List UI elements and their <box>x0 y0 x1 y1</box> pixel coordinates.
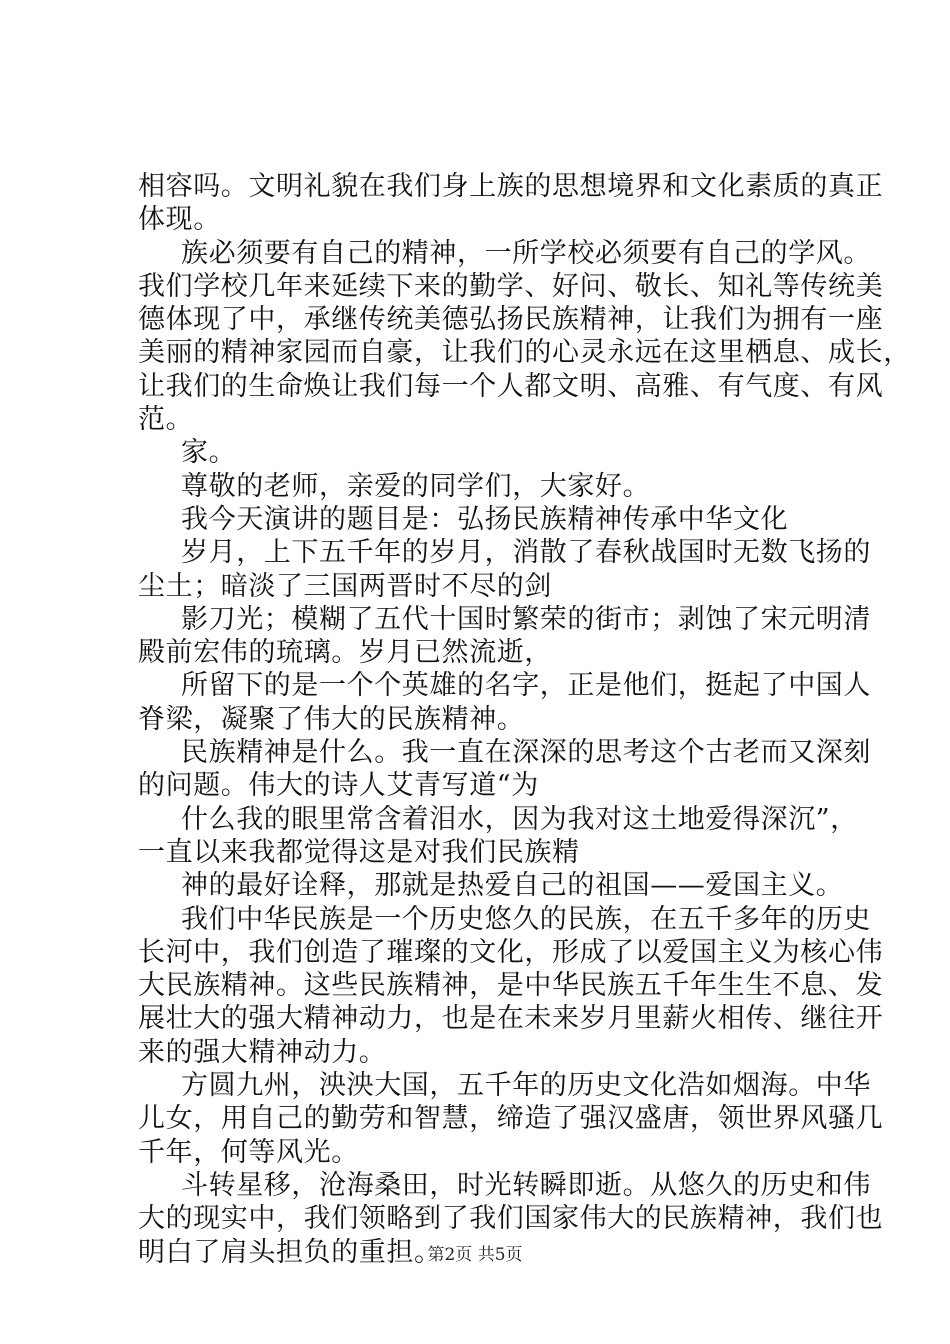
text-line: 千年，何等风光。 <box>138 1136 359 1168</box>
text-line: 大的现实中，我们领略到了我们国家伟大的民族精神，我们也 <box>138 1203 884 1235</box>
text-line: 美丽的精神家园而自豪，让我们的心灵永远在这里栖息、成长， <box>138 337 911 369</box>
text-line: 民族精神是什么。我一直在深深的思考这个古老而又深刻 <box>181 737 871 769</box>
text-line: 殿前宏伟的琉璃。岁月已然流逝， <box>138 637 552 669</box>
text-line: 让我们的生命焕让我们每一个人都文明、高雅、有气度、有风 <box>138 370 884 402</box>
text-line: 的问题。伟大的诗人艾青写道“为 <box>138 770 539 802</box>
text-line: 方圆九州，泱泱大国，五千年的历史文化浩如烟海。中华 <box>181 1070 871 1102</box>
text-line: 斗转星移，沧海桑田，时光转瞬即逝。从悠久的历史和伟 <box>181 1169 871 1201</box>
document-body <box>138 170 911 1269</box>
text-line: 体现。 <box>138 204 221 236</box>
page-footer <box>0 1244 950 1266</box>
text-line: 所留下的是一个个英雄的名字，正是他们，挺起了中国人 <box>181 670 871 702</box>
text-line: 我们中华民族是一个历史悠久的民族，在五千多年的历史 <box>181 903 871 935</box>
text-line: 来的强大精神动力。 <box>138 1036 387 1068</box>
text-line: 德体现了中，承继传统美德弘扬民族精神，让我们为拥有一座 <box>138 304 884 336</box>
text-line: 岁月，上下五千年的岁月，消散了春秋战国时无数飞扬的 <box>181 537 871 569</box>
text-line: 我们学校几年来延续下来的勤学、好问、敬长、知礼等传统美 <box>138 270 884 302</box>
text-line: 尘土；暗淡了三国两晋时不尽的剑 <box>138 570 552 602</box>
text-line: 长河中，我们创造了璀璨的文化，形成了以爱国主义为核心伟 <box>138 936 884 968</box>
text-line: 大民族精神。这些民族精神，是中华民族五千年生生不息、发 <box>138 970 884 1002</box>
text-line: 影刀光；模糊了五代十国时繁荣的街市；剥蚀了宋元明清 <box>181 603 871 635</box>
text-line: 尊敬的老师，亲爱的同学们，大家好。 <box>181 470 651 502</box>
text-line: 明白了肩头担负的重担。 <box>138 1236 442 1268</box>
text-line: 儿女，用自己的勤劳和智慧，缔造了强汉盛唐，领世界风骚几 <box>138 1103 884 1135</box>
text-line: 范。 <box>138 404 194 436</box>
text-line: 神的最好诠释，那就是热爱自己的祖国——爱国主义。 <box>181 870 844 902</box>
text-line: 什么我的眼里常含着泪水，因为我对这土地爱得深沉”， <box>181 803 858 835</box>
text-line: 族必须要有自己的精神，一所学校必须要有自己的学风。 <box>181 237 871 269</box>
text-line: 我今天演讲的题目是：弘扬民族精神传承中华文化 <box>181 503 789 535</box>
text-line: 脊梁，凝聚了伟大的民族精神。 <box>138 703 525 735</box>
text-line: 相容吗。文明礼貌在我们身上族的思想境界和文化素质的真正 <box>138 171 884 202</box>
text-line: 一直以来我都觉得这是对我们民族精 <box>138 836 580 868</box>
page-number-label: 第2页 共5页 <box>427 1245 523 1265</box>
text-line: 展壮大的强大精神动力，也是在未来岁月里薪火相传、继往开 <box>138 1003 884 1035</box>
text-line: 家。 <box>181 437 237 469</box>
